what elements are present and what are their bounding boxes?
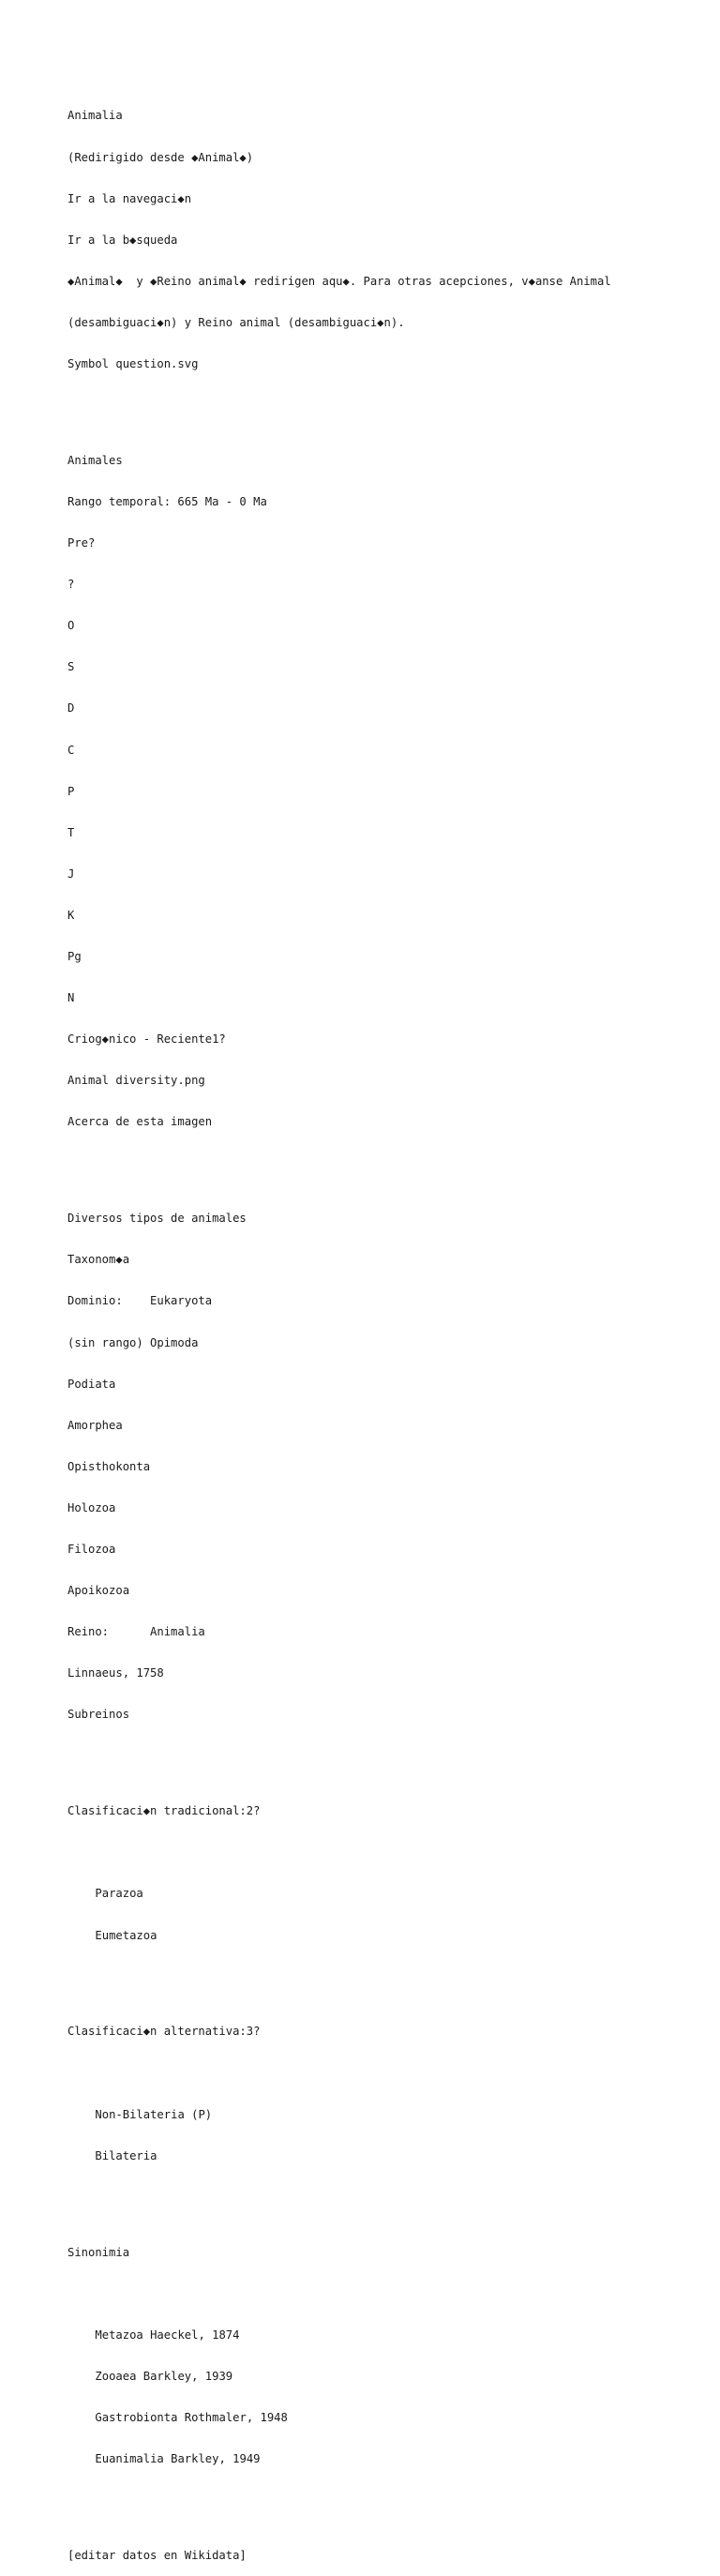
synonymy-item: Zooaea Barkley, 1939 [95,2369,233,2383]
traditional-item[interactable]: Eumetazoa [95,1928,158,1942]
spacer [68,2067,705,2081]
alternative-item[interactable]: Non-Bilateria (P) [95,2107,213,2121]
period-label: Pre? [68,536,96,550]
clade-item: Holozoa [68,1500,116,1514]
clade-item: Amorphea [68,1418,123,1432]
document-body [68,82,705,2576]
range-label: Criog◆nico - Reciente1? [68,1032,226,1047]
redirect-note: (Redirigido desde ◆Animal◆) [68,150,254,164]
spacer [68,1845,705,1860]
taxonomy-dominio: Dominio: Eukaryota [68,1294,213,1308]
alternative-classification-heading: Clasificaci◆n alternativa:3? [68,2025,261,2039]
taxonomy-sin-rango: (sin rango) Opimoda [68,1335,199,1349]
synonymy-item: Gastrobionta Rothmaler, 1948 [95,2410,288,2424]
clade-item: Apoikozoa [68,1584,130,1598]
period-label: N [68,991,75,1005]
period-label: D [68,701,75,716]
period-label: T [68,825,75,839]
period-label: C [68,743,75,757]
spacer [68,2287,705,2301]
traditional-classification-heading: Clasificaci◆n tradicional:2? [68,1804,261,1818]
clade-item: Podiata [68,1377,116,1391]
spacer [68,1156,705,1170]
period-label: Pg [68,949,82,963]
skip-to-search-link[interactable]: Ir a la b◆squeda [68,233,178,247]
hatnote-line-2: (desambiguaci◆n) y Reino animal (desambiguaci◆n). [68,315,405,329]
clade-item: Opisthokonta [68,1459,151,1473]
spacer [68,399,705,413]
hatnote-line-1: ◆Animal◆ y ◆Reino animal◆ redirigen aqu◆. Para otras acepciones, v◆anse Animal [68,274,611,288]
skip-to-navigation-link[interactable]: Ir a la navegaci◆n [68,191,192,205]
subreinos-heading: Subreinos [68,1708,130,1722]
taxonomy-authority: Linnaeus, 1758 [68,1666,164,1680]
spacer [68,1749,705,1763]
period-label: K [68,908,75,922]
edit-wikidata-link[interactable]: [editar datos en Wikidata] [68,2548,247,2562]
period-label: J [68,866,75,881]
traditional-item[interactable]: Parazoa [95,1887,143,1901]
period-label: S [68,660,75,674]
synonymy-item: Metazoa Haeckel, 1874 [95,2327,240,2342]
alternative-item[interactable]: Bilateria [95,2148,158,2162]
period-label: P [68,784,75,798]
spacer [68,2493,705,2508]
about-image-link[interactable]: Acerca de esta imagen [68,1115,213,1129]
clade-item: Filozoa [68,1543,116,1556]
spacer [68,2191,705,2205]
synonymy-heading: Sinonimia [68,2245,130,2259]
spacer [68,1970,705,1984]
infobox-name: Animales [68,453,123,467]
symbol-question-image-alt: Symbol question.svg [68,356,199,370]
taxonomy-heading: Taxonom◆a [68,1253,130,1267]
image-caption: Diversos tipos de animales [68,1212,247,1226]
synonymy-item: Euanimalia Barkley, 1949 [95,2452,261,2466]
period-label: ? [68,578,75,592]
period-label: O [68,619,75,633]
taxonomy-reino: Reino: Animalia [68,1625,205,1639]
page-title: Animalia [68,109,123,123]
animal-diversity-image-link[interactable]: Animal diversity.png [68,1074,205,1088]
temporal-range: Rango temporal: 665 Ma - 0 Ma [68,494,267,508]
